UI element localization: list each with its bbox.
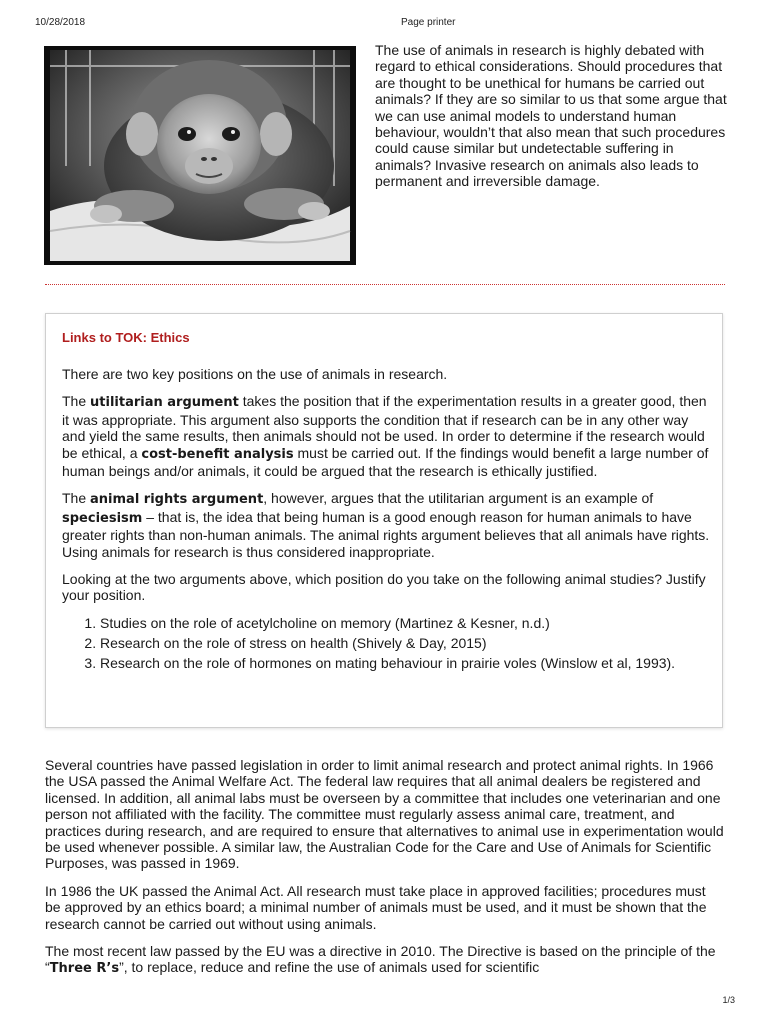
- term-speciesism: speciesism: [62, 510, 143, 526]
- text-run: takes the position that if the experimentation results in a greater good, then it was appropriate. This argument also supports the condition that if research can be in any other way and yield the same results, then animals should not be used. In order to determine if the research would be ethical, a: [62, 393, 707, 461]
- term-cost-benefit-analysis: cost-benefit analysis: [141, 446, 294, 462]
- text-run: The: [62, 490, 91, 507]
- legislation-paragraph-eu: [45, 943, 725, 978]
- text-run: , however, argues that the utilitarian argument is an example of: [263, 490, 654, 507]
- term-animal-rights-argument: animal rights argument: [90, 492, 264, 508]
- text-run: – that is, the idea that being human is a good enough reason for human animals to have greater rights than non-human animals. The animal rights argument believes that all animals have rights. Using animals for research is thus considered inappropriate.: [62, 508, 710, 560]
- page-number: 1/3: [722, 995, 735, 1005]
- question-paragraph: Looking at the two arguments above, which position do you take on the following animal studies? Justify your position.: [62, 571, 706, 604]
- intro-paragraph: The use of animals in research is highly debated with regard to ethical considerations. Should procedures that are thought to be unethical for humans be carried out animals? If they are so similar to us that some argue that we can use animal models to understand human behaviour, wouldn’t that also mean that such procedures could cause similar but undetectable suffering in animals? Invasive research on animals also leads to permanent and irreversible damage.: [375, 42, 727, 190]
- legislation-paragraph-uk: In 1986 the UK passed the Animal Act. All research must take place in approved facilities; procedures must be approved by an ethics board; a minimal number of animals must be used, and it must be shown that the research cannot be carried out without using animals.: [45, 882, 707, 932]
- tok-ethics-box: [45, 313, 723, 728]
- list-item: 1. Studies on the role of acetylcholine on memory (Martinez & Kesner, n.d.): [100, 615, 710, 631]
- term-utilitarian-argument: utilitarian argument: [90, 395, 239, 411]
- list-item: 3. Research on the role of hormones on mating behaviour in prairie voles (Winslow et al, 1993).: [100, 655, 710, 671]
- legislation-section: [45, 757, 725, 989]
- section-divider: [45, 284, 725, 285]
- studies-list: [62, 615, 710, 671]
- utilitarian-paragraph: [62, 393, 710, 479]
- tok-body: [62, 366, 710, 675]
- text-run: must be carried out. If the findings would benefit a large number of human beings and/or animals, it could be argued that the research is ethically justified.: [62, 444, 709, 480]
- text-run: The most recent law passed by the EU was a directive in 2010. The Directive is based on the principle of the “: [45, 943, 716, 976]
- text-run: ”, to replace, reduce and refine the use of animals used for scientific: [119, 959, 540, 976]
- monkey-photo: [44, 46, 356, 265]
- print-title: Page printer: [401, 17, 456, 28]
- legislation-paragraph-usa: Several countries have passed legislation in order to limit animal research and protect animal rights. In 1966 the USA passed the Animal Welfare Act. The federal law requires that all animal dealers be registered and licensed. In addition, all animal labs must be overseen by a committee that includes one veterinarian and one person not affiliated with the facility. The committee must regularly assess animal care, treatment, and practices during research, and are required to ensure that alternatives to animal use in experimentation would be used whenever possible. A similar law, the Australian Code for the Care and Use of Animals for Scientific Purposes, was passed in 1969.: [45, 757, 724, 872]
- text-run: The: [62, 393, 91, 410]
- animal-rights-paragraph: [62, 490, 710, 560]
- term-three-rs: Three R’s: [49, 961, 120, 977]
- list-item: 2. Research on the role of stress on health (Shively & Day, 2015): [100, 635, 710, 651]
- print-date: 10/28/2018: [35, 17, 86, 28]
- tok-intro: There are two key positions on the use of animals in research.: [62, 366, 448, 382]
- tok-heading: Links to TOK: Ethics: [62, 330, 190, 345]
